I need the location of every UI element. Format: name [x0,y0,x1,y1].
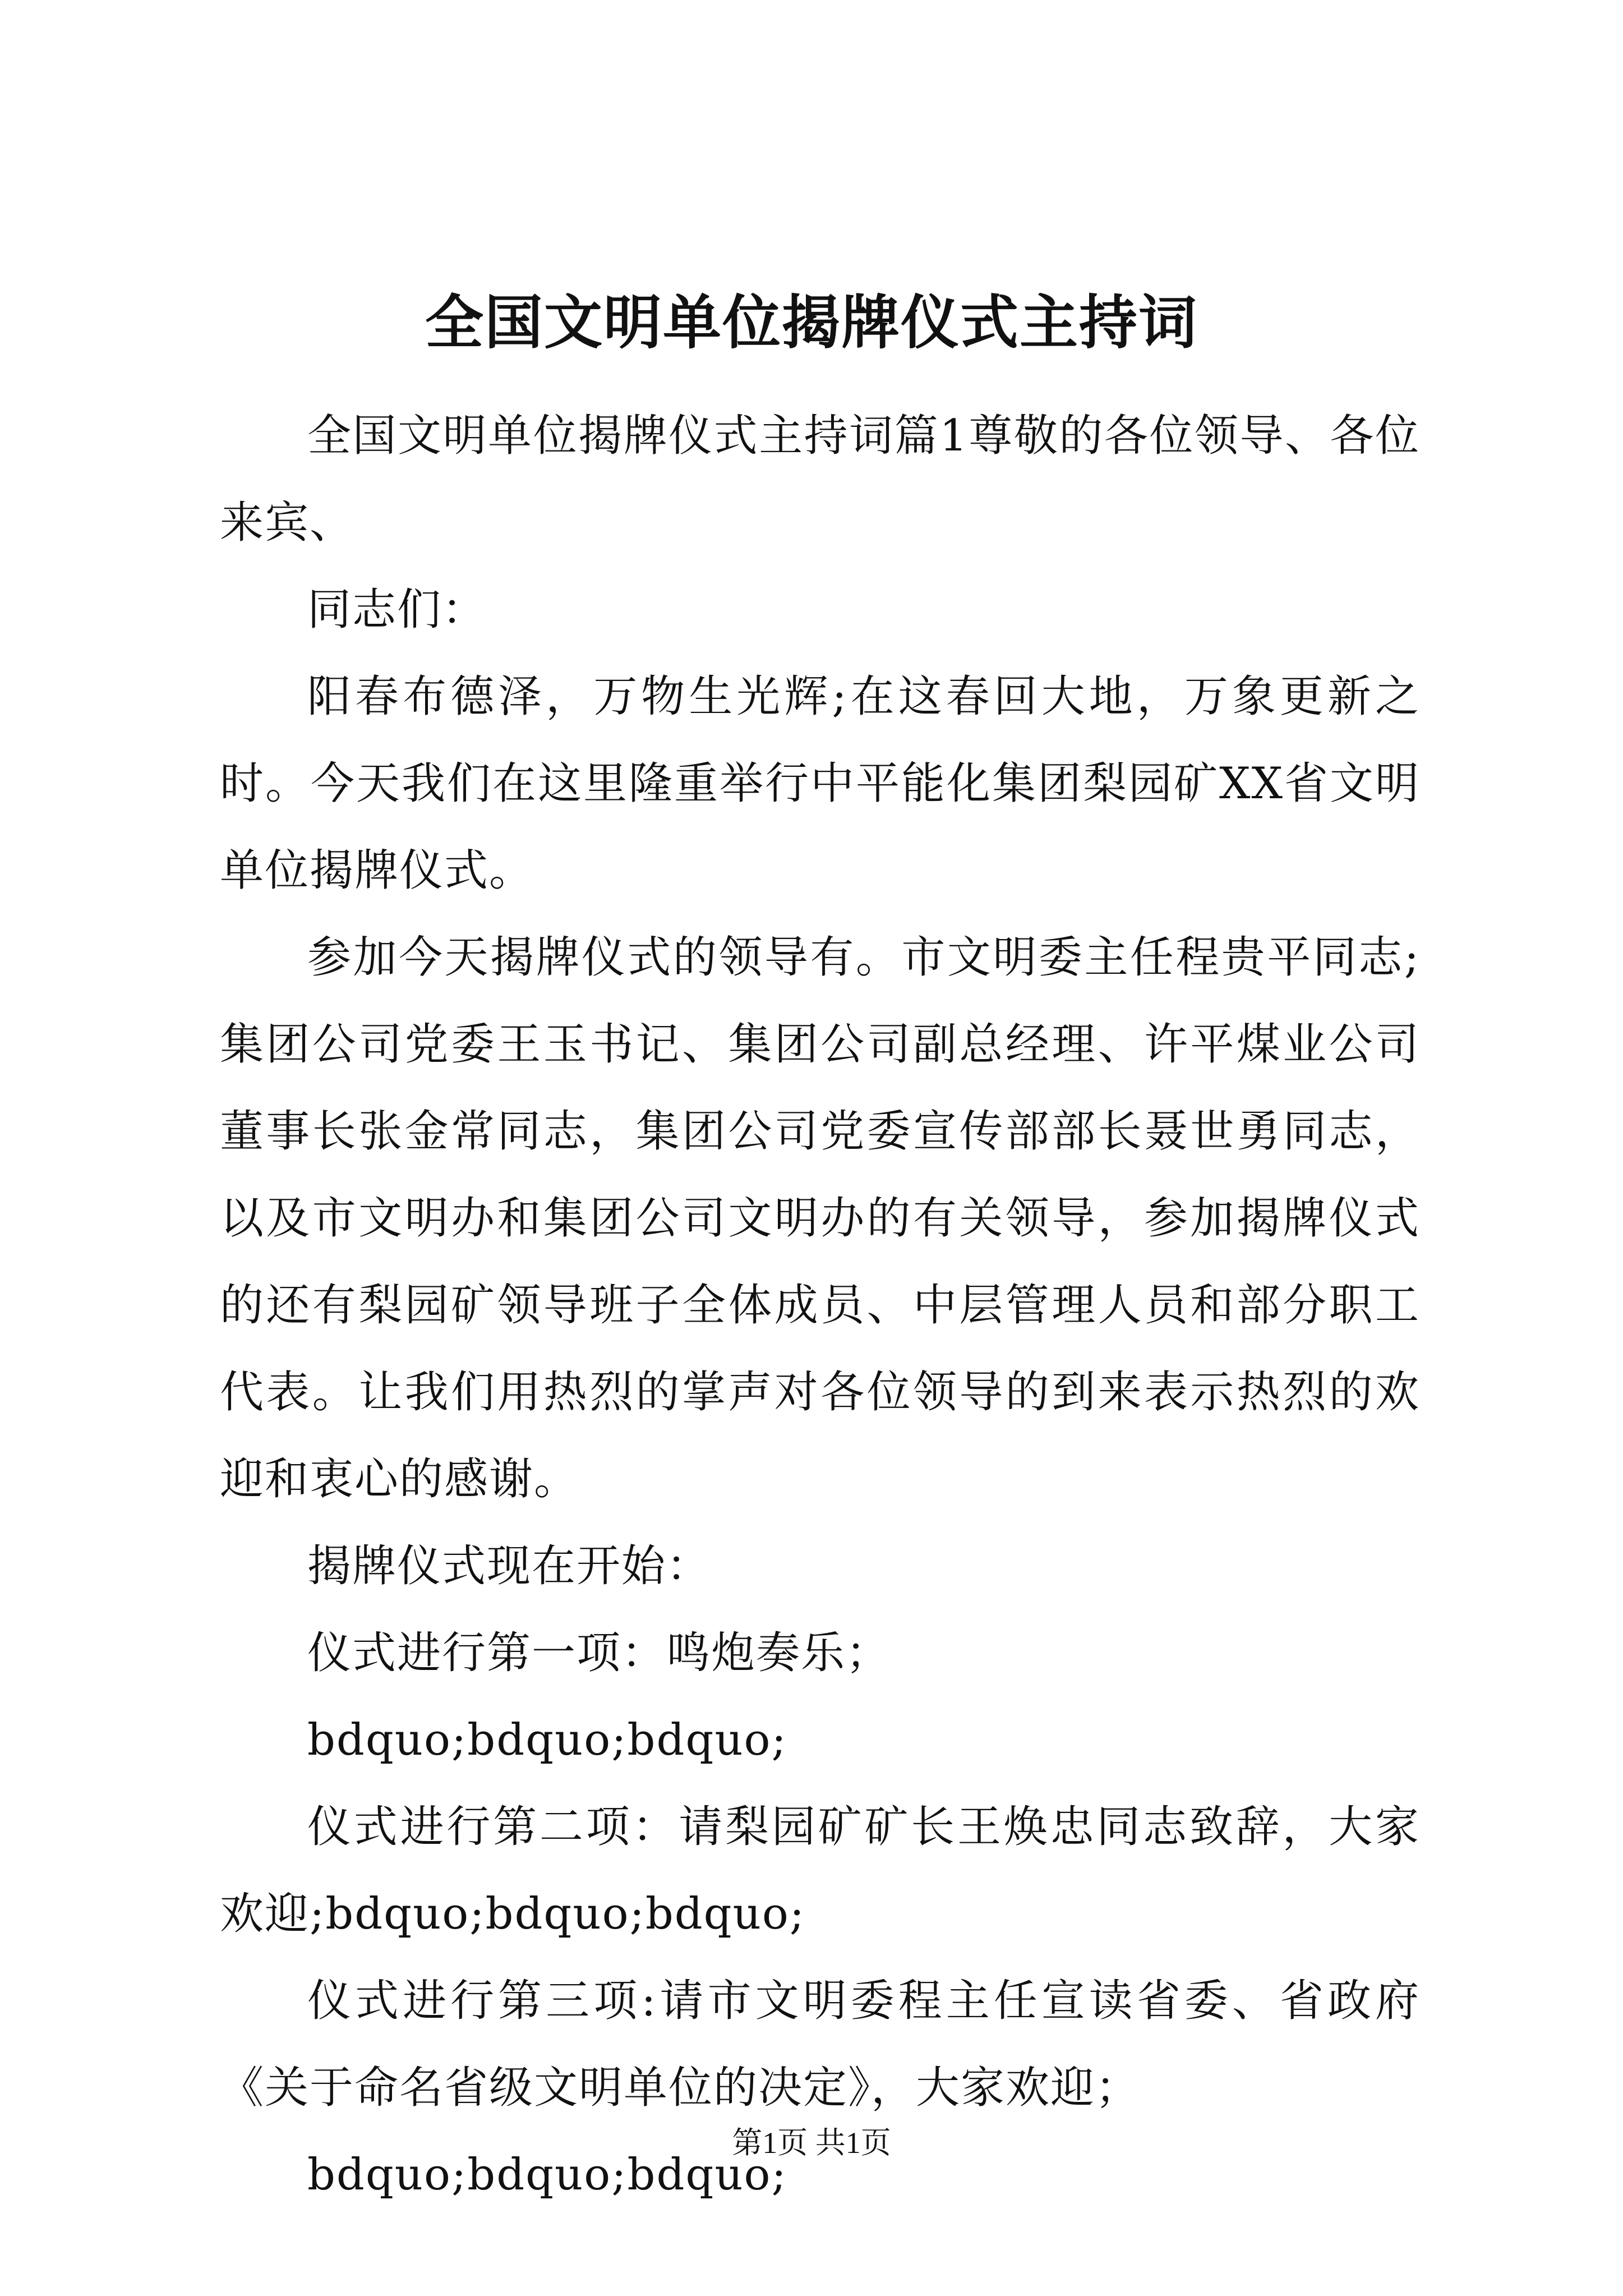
paragraph-intro: 全国文明单位揭牌仪式主持词篇1尊敬的各位领导、各位来宾、 [220,411,1420,548]
paragraph-item-one: 仪式进行第一项：鸣炮奏乐； [307,1628,891,1678]
paragraph-greeting: 同志们： [307,585,487,635]
paragraph-placeholder-one: bdquo;bdquo;bdquo; [307,1715,787,1765]
document-body [220,393,1420,2219]
document-title: 全国文明单位揭牌仪式主持词 [425,288,1198,357]
paragraph-item-two: 仪式进行第二项：请梨园矿矿长王焕忠同志致辞，大家欢迎;bdquo;bdquo;bdquo; [220,1802,1420,1939]
paragraph-placeholder-two: bdquo;bdquo;bdquo; [307,2150,787,2200]
paragraph-opening: 阳春布德泽，万物生光辉;在这春回大地，万象更新之时。今天我们在这里隆重举行中平能化集团梨园矿XX省文明单位揭牌仪式。 [220,671,1420,896]
paragraph-item-three: 仪式进行第三项:请市文明委程主任宣读省委、省政府《关于命名省级文明单位的决定》，大家欢迎； [220,1976,1420,2113]
paragraph-attendees: 参加今天揭牌仪式的领导有。市文明委主任程贵平同志;集团公司党委王玉书记、集团公司副总经理、许平煤业公司董事长张金常同志，集团公司党委宣传部部长聂世勇同志，以及市文明办和集团公司文明办的有关领导，参加揭牌仪式的还有梨园矿领导班子全体成员、中层管理人员和部分职工代表。让我们用热烈的掌声对各位领导的到来表示热烈的欢迎和衷心的感谢。 [220,932,1420,1504]
page-footer: 第1页 共1页 [732,2126,891,2160]
paragraph-ceremony-start: 揭牌仪式现在开始： [307,1541,712,1591]
